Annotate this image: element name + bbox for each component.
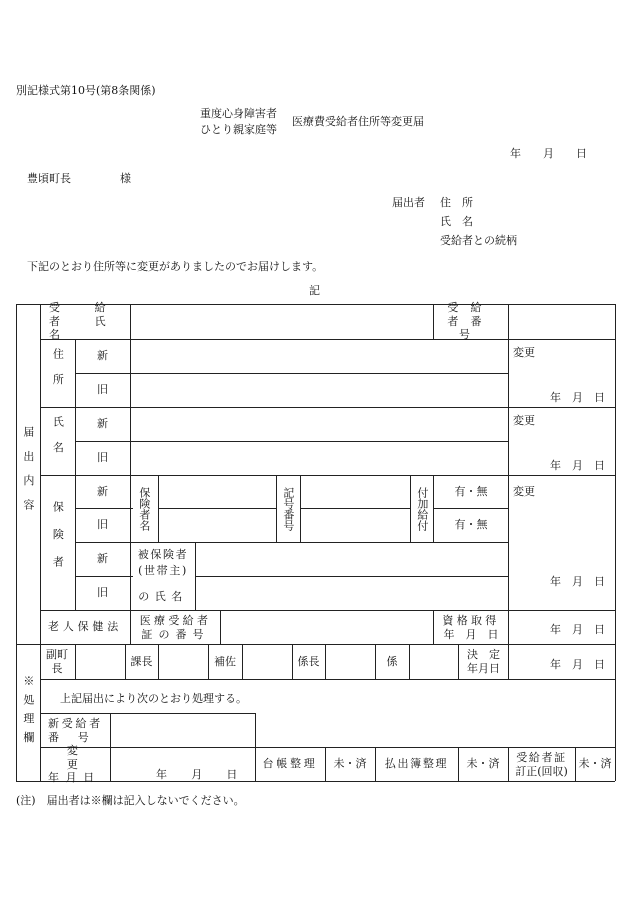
applicant-relation-label: 受給者との続柄: [440, 234, 517, 247]
symbol-number-new-field[interactable]: [301, 476, 409, 507]
new-recipient-line-2: 番 号: [48, 730, 93, 744]
addressee: 豊頃町長: [27, 172, 71, 185]
decision-line-2: 年月日: [467, 661, 500, 675]
deputy-mayor-stamp[interactable]: [76, 645, 124, 678]
title-line-2: ひとり親家庭等: [200, 123, 277, 136]
insurer-old-label: 旧: [97, 518, 108, 532]
staff-stamp[interactable]: [410, 645, 457, 678]
medical-cert-field[interactable]: [221, 611, 432, 643]
chief-label: 係長: [297, 654, 320, 668]
report-content-side-label: 届出内容: [21, 425, 35, 523]
form-number: 別記様式第10号(第8条関係): [16, 84, 156, 97]
new-recipient-number-field[interactable]: [111, 714, 254, 746]
honorific: 様: [120, 172, 131, 185]
staff-label: 係: [386, 654, 398, 668]
footnote: (注) 届出者は※欄は記入しないでください。: [16, 794, 245, 807]
elderly-law-label: 老人保健法: [47, 620, 123, 634]
cert-fix-label: [508, 748, 575, 781]
decision-date-value: 年 月 日: [550, 658, 605, 671]
processing-side-label: ※処理欄: [21, 675, 35, 750]
insurer-change-date: 年 月 日: [550, 575, 605, 588]
extra-benefit-new-choice[interactable]: 有・無: [454, 484, 488, 498]
address-new-label: 新: [97, 349, 108, 363]
insured-person-new-field[interactable]: [196, 543, 507, 575]
symbol-number-old-field[interactable]: [301, 509, 409, 541]
qualify-date-label: [434, 611, 508, 644]
insurer-new-label: 新: [97, 484, 108, 498]
medical-cert-label: [131, 611, 220, 644]
address-label: 住所: [51, 347, 65, 399]
address-change-label: 変更: [513, 346, 535, 359]
change-date-line-1: 変 更: [66, 743, 116, 771]
insurer-name-label: 保険者名: [137, 486, 151, 531]
name-old-label: 旧: [97, 451, 108, 465]
insured-person-label: [131, 543, 195, 609]
name-old-field[interactable]: [131, 442, 507, 474]
insurer-name-old-field[interactable]: [159, 509, 275, 541]
decision-date-label: [459, 645, 508, 678]
insured-person-old-field[interactable]: [196, 577, 507, 609]
section-chief-stamp[interactable]: [159, 645, 207, 678]
ledger-status[interactable]: 未・済: [333, 757, 367, 771]
cert-fix-status[interactable]: 未・済: [578, 757, 612, 771]
ki-heading: 記: [309, 284, 320, 297]
insured-old-label: 旧: [97, 586, 108, 600]
qualify-date-value: 年 月 日: [550, 623, 605, 636]
assistant-stamp[interactable]: [243, 645, 291, 678]
address-old-field[interactable]: [131, 374, 507, 406]
name-new-label: 新: [97, 417, 108, 431]
insured-person-line-3: の氏名: [138, 589, 188, 603]
intro-text: 下記のとおり住所等に変更がありましたのでお届けします。: [27, 260, 324, 273]
chief-stamp[interactable]: [326, 645, 374, 678]
cert-fix-line-1: 受給者証: [516, 750, 567, 764]
applicant-name-label: 氏 名: [440, 215, 473, 228]
address-new-field[interactable]: [131, 340, 507, 372]
assistant-label: 補佐: [214, 654, 236, 668]
extra-benefit-label: 付加給付: [415, 486, 429, 531]
insured-new-label: 新: [97, 552, 108, 566]
insurer-name-new-field[interactable]: [159, 476, 275, 507]
ledger-label: 台帳整理: [262, 757, 318, 771]
decision-line-1: 決 定: [467, 647, 500, 661]
medical-cert-line-2: 証の番号: [141, 627, 210, 641]
payout-label: 払出簿整理: [384, 757, 449, 771]
insured-person-line-1: 被保険者: [137, 548, 189, 562]
extra-benefit-old-choice[interactable]: 有・無: [454, 518, 488, 532]
change-date-value: 年 月 日: [156, 768, 244, 781]
applicant-label: 届出者: [392, 196, 425, 209]
address-change-date: 年 月 日: [550, 391, 605, 404]
name-change-date: 年 月 日: [550, 459, 605, 472]
qualify-line-1: 資格取得: [442, 613, 500, 627]
title-line-1: 重度心身障害者: [200, 107, 277, 120]
recipient-name-label: 受給者氏名: [49, 300, 121, 342]
recipient-number-label: 受給者番号: [447, 300, 494, 342]
applicant-address-label: 住 所: [440, 196, 473, 209]
qualify-line-2: 年 月 日: [443, 627, 499, 641]
payout-status[interactable]: 未・済: [466, 757, 500, 771]
section-chief-label: 課長: [130, 654, 153, 668]
name-label: 氏名: [51, 415, 65, 467]
submission-date: 年 月 日: [510, 147, 587, 160]
change-date-label: [42, 743, 116, 785]
medical-cert-line-1: 医療受給者: [139, 613, 212, 627]
cert-fix-line-2: 訂正(回収): [515, 764, 568, 778]
new-recipient-number-label: [42, 714, 110, 747]
recipient-name-field[interactable]: [131, 305, 432, 338]
new-recipient-line-1: 新受給者: [48, 716, 103, 730]
insurer-change-label: 変更: [513, 485, 535, 498]
title-main: 医療費受給者住所等変更届: [292, 115, 424, 128]
name-new-field[interactable]: [131, 408, 507, 440]
insurer-label: 保険者: [51, 501, 65, 584]
deputy-mayor-label: 副町長: [46, 648, 68, 675]
recipient-number-field[interactable]: [509, 305, 614, 338]
insured-person-line-2: (世帯主): [138, 564, 188, 578]
change-date-line-2: 年月日: [48, 771, 101, 785]
symbol-number-label: 記号番号: [281, 486, 295, 531]
name-change-label: 変更: [513, 414, 535, 427]
address-old-label: 旧: [97, 383, 108, 397]
handled-text: 上記届出により次のとおり処理する。: [60, 692, 247, 705]
